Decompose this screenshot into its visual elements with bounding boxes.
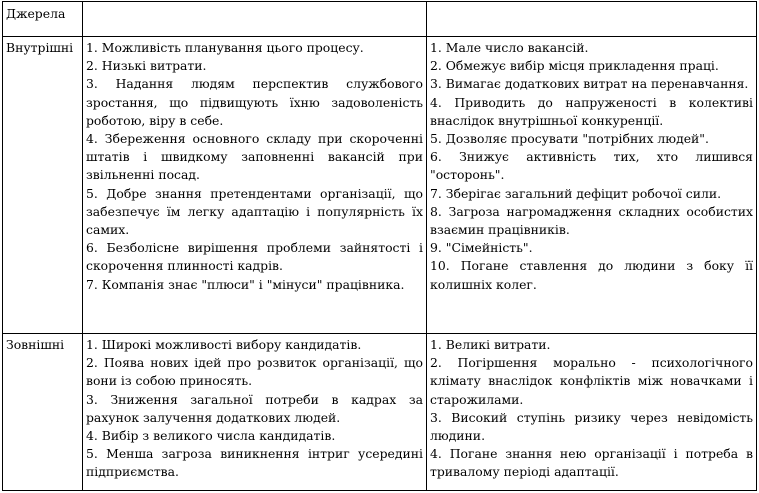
list-item: 3. Надання людям перспектив службового зростання, що підвищують їхню задоволеність роботою, віру в себе. [86,76,423,128]
table-row-internal [3,37,757,334]
list-item: 2. Погіршення морально - психологічного клімату внаслідок конфліктів між новачками і старожилами. [430,355,753,407]
list-item: 4. Вибір з великого числа кандидатів. [86,428,336,444]
list-item: 10. Погане ставлення до людини з боку її колишніх колег. [430,258,753,292]
list-item: 2. Низькі витрати. [86,58,207,74]
list-item: 1. Широкі можливості вибору кандидатів. [86,337,362,352]
list-item: 7. Компанія знає "плюси" і "мінуси" працівника. [86,276,405,292]
table-header-row [3,2,757,37]
list-item: 4. Збереження основного складу при скороченні штатів і швидкому заповненні вакансій при звільненні посад. [86,131,423,183]
cons-cell-internal [427,37,757,334]
list-item: 3. Високий ступінь ризику через невідомість людини. [430,409,753,444]
list-item: 3. Вимагає додаткових витрат на перенавчання. [430,76,749,92]
list-item: 1. Великі витрати. [430,337,551,352]
pros-cell-internal [83,37,427,334]
list-item: 5. Добре знання претендентами організації, що забезпечує їм легку адаптацію і популярність їх самих. [86,185,423,238]
sources-comparison-table [2,1,757,491]
list-item: 9. "Сімейність". [430,240,533,256]
list-item: 6. Знижує активність тих, хто лишився "осторонь". [430,149,753,183]
source-cell-internal: Внутрішні [3,37,83,334]
list-item: 4. Погане знання нею організації і потреба в тривалому періоді адаптації. [430,446,753,480]
list-item: 5. Менша загроза виникнення інтриг усередині підприємства. [86,446,423,480]
list-item: 2. Поява нових ідей про розвиток організації, що вони із собою приносять. [86,355,423,389]
list-item: 2. Обмежує вибір місця прикладення праці. [430,58,719,74]
list-item: 1. Мале число вакансій. [430,40,589,55]
header-cell-pros [83,2,427,37]
list-item: 1. Можливість планування цього процесу. [86,40,364,55]
list-item: 8. Загроза нагромадження складних особистих взаємин працівників. [430,203,753,238]
table-row-external [3,334,757,491]
list-item: 3. Зниження загальної потреби в кадрах за рахунок залучення додаткових людей. [86,391,423,425]
list-item: 4. Приводить до напруженості в колективі внаслідок внутрішньої конкуренції. [430,94,753,128]
list-item: 7. Зберігає загальний дефіцит робочої сили. [430,185,722,201]
header-cell-sources: Джерела [3,2,83,37]
source-cell-external: Зовнішні [3,334,83,491]
header-cell-cons [427,2,757,37]
pros-cell-external [83,334,427,491]
cons-cell-external [427,334,757,491]
list-item: 5. Дозволяє просувати "потрібних людей". [430,131,709,147]
list-item: 6. Безболісне вирішення проблеми зайнятості і скорочення плинності кадрів. [86,240,423,274]
